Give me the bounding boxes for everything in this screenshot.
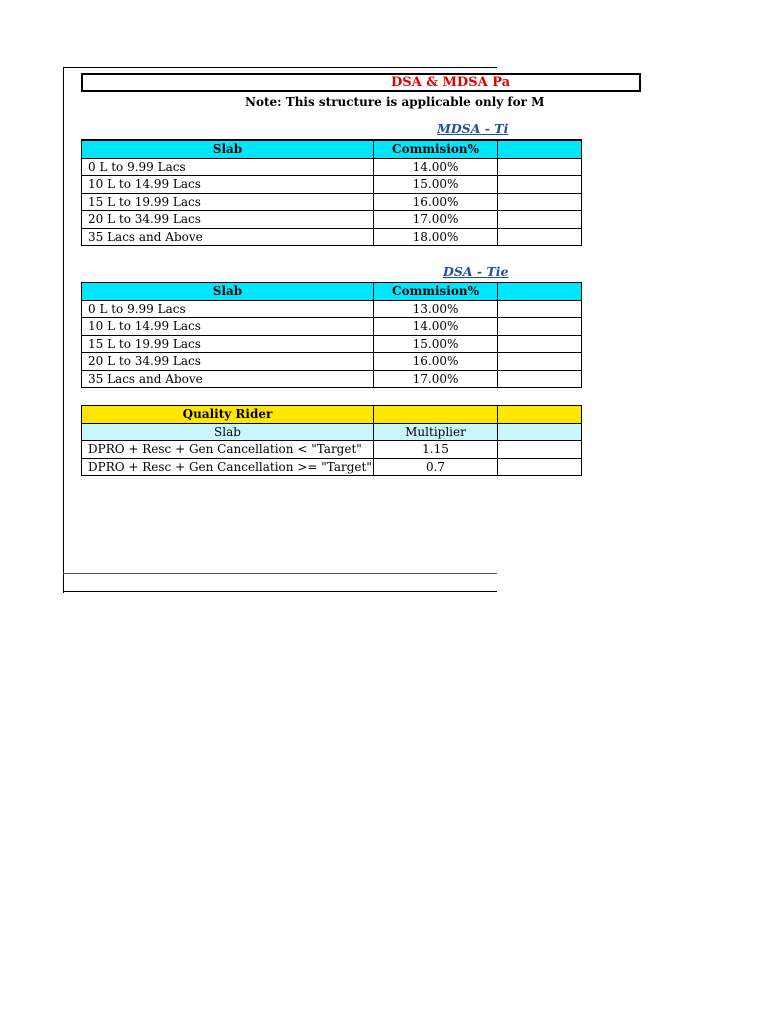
multiplier-cell: 1.15	[374, 441, 498, 459]
table-row	[82, 176, 582, 194]
commission-cell: 17.00%	[374, 211, 498, 229]
slab-column-header: Slab	[82, 140, 374, 158]
empty-cell	[498, 228, 582, 246]
commission-cell: 15.00%	[374, 335, 498, 353]
slab-cell: DPRO + Resc + Gen Cancellation >= "Target"	[82, 458, 374, 476]
table-row	[82, 353, 582, 371]
empty-cell	[498, 353, 582, 371]
sheet-border-left	[63, 67, 64, 593]
mdsa-section-heading: MDSA - Ti	[437, 121, 509, 136]
commission-cell: 16.00%	[374, 193, 498, 211]
slab-column-header: Slab	[82, 283, 374, 301]
empty-cell	[498, 335, 582, 353]
table-row	[82, 441, 582, 459]
dsa-section-heading: DSA - Tie	[443, 264, 509, 279]
slab-column-header: Slab	[82, 423, 374, 441]
commission-cell: 14.00%	[374, 158, 498, 176]
empty-cell	[374, 406, 498, 424]
slab-cell: 0 L to 9.99 Lacs	[82, 300, 374, 318]
table-row	[82, 300, 582, 318]
slab-cell: 15 L to 19.99 Lacs	[82, 335, 374, 353]
quality-rider-title: Quality Rider	[82, 406, 374, 424]
table-row	[82, 370, 582, 388]
sheet-border-bottom	[63, 591, 497, 592]
table-row	[82, 228, 582, 246]
commission-column-header: Commision%	[374, 283, 498, 301]
table-header-row	[82, 423, 582, 441]
empty-cell	[498, 370, 582, 388]
slab-cell: DPRO + Resc + Gen Cancellation < "Target"	[82, 441, 374, 459]
document-title: DSA & MDSA Pa	[391, 75, 511, 90]
table-row	[82, 211, 582, 229]
empty-cell	[498, 423, 582, 441]
empty-cell	[498, 176, 582, 194]
sheet-border-top	[63, 67, 497, 68]
empty-cell	[498, 158, 582, 176]
commission-cell: 13.00%	[374, 300, 498, 318]
table-header-row	[82, 140, 582, 158]
commission-cell: 17.00%	[374, 370, 498, 388]
empty-cell	[498, 140, 582, 158]
empty-cell	[498, 406, 582, 424]
dsa-commission-table	[81, 282, 582, 388]
table-row	[82, 458, 582, 476]
sheet-divider	[63, 573, 497, 574]
applicability-note: Note: This structure is applicable only for M	[245, 95, 545, 109]
commission-cell: 15.00%	[374, 176, 498, 194]
mdsa-commission-table	[81, 139, 582, 246]
spreadsheet-view	[0, 0, 545, 600]
empty-cell	[498, 441, 582, 459]
commission-cell: 16.00%	[374, 353, 498, 371]
multiplier-column-header: Multiplier	[374, 423, 498, 441]
table-row	[82, 158, 582, 176]
empty-cell	[498, 211, 582, 229]
commission-cell: 18.00%	[374, 228, 498, 246]
slab-cell: 10 L to 14.99 Lacs	[82, 176, 374, 194]
title-cell	[81, 73, 641, 92]
slab-cell: 10 L to 14.99 Lacs	[82, 318, 374, 336]
table-row	[82, 318, 582, 336]
commission-cell: 14.00%	[374, 318, 498, 336]
table-row	[82, 335, 582, 353]
slab-cell: 35 Lacs and Above	[82, 370, 374, 388]
quality-rider-table	[81, 405, 582, 476]
table-row	[82, 193, 582, 211]
empty-cell	[498, 458, 582, 476]
slab-cell: 20 L to 34.99 Lacs	[82, 353, 374, 371]
multiplier-cell: 0.7	[374, 458, 498, 476]
table-header-row	[82, 283, 582, 301]
empty-cell	[498, 300, 582, 318]
empty-cell	[498, 283, 582, 301]
slab-cell: 15 L to 19.99 Lacs	[82, 193, 374, 211]
slab-cell: 20 L to 34.99 Lacs	[82, 211, 374, 229]
empty-cell	[498, 193, 582, 211]
empty-cell	[498, 318, 582, 336]
slab-cell: 0 L to 9.99 Lacs	[82, 158, 374, 176]
slab-cell: 35 Lacs and Above	[82, 228, 374, 246]
commission-column-header: Commision%	[374, 140, 498, 158]
quality-rider-title-row	[82, 406, 582, 424]
